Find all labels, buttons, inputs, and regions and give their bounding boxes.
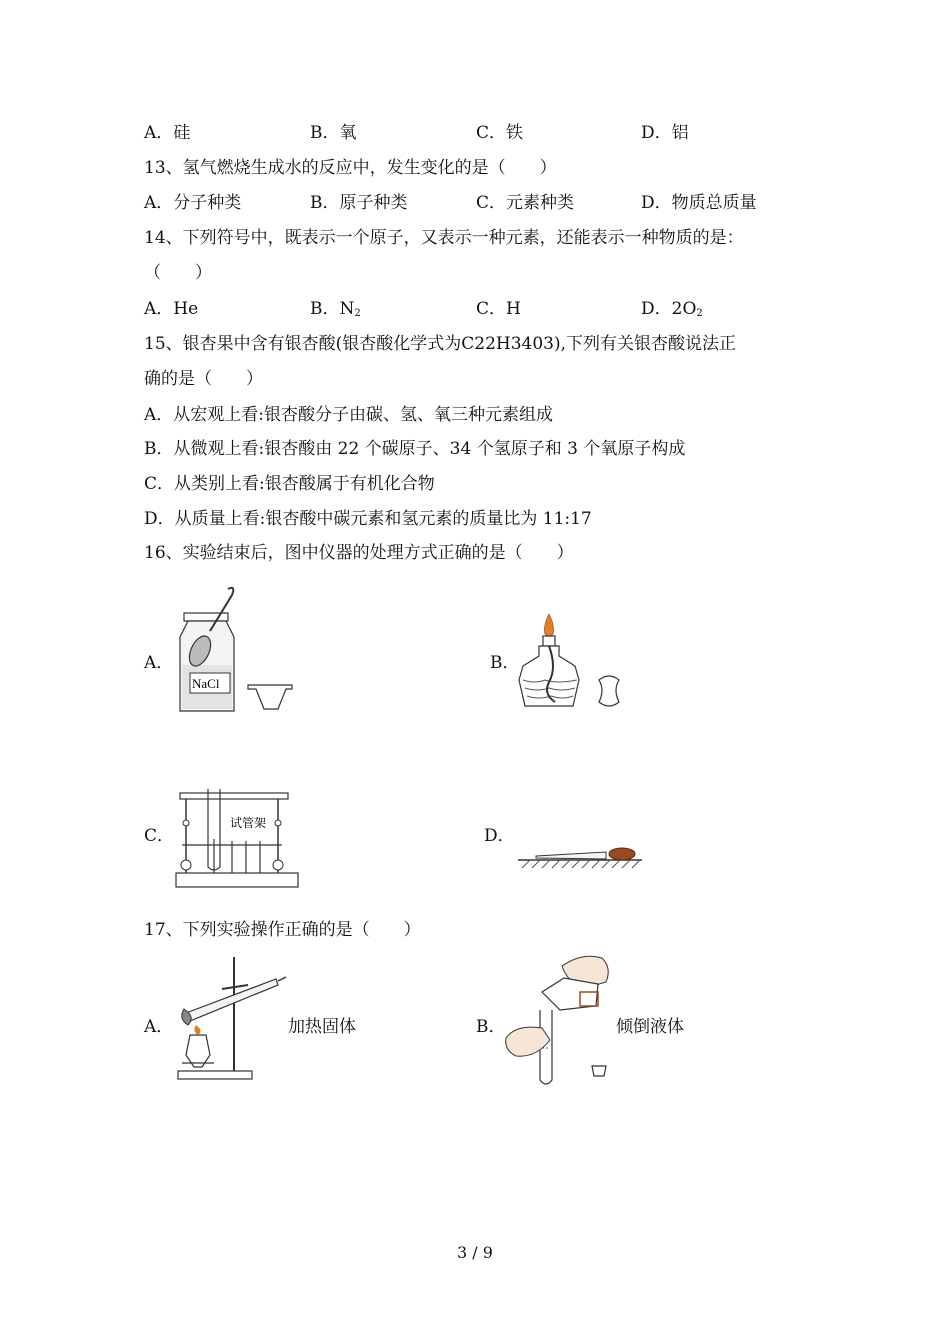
q15-option-d: D．从质量上看:银杏酸中碳元素和氢元素的质量比为 11:17 [144,509,592,529]
q12-option-d: D．铝 [641,123,689,143]
q16-figure-c [174,785,304,889]
q16-label-d: D． [484,826,515,846]
nacl-label: NaCl [192,676,220,691]
q13-option-a: A．分子种类 [144,193,242,213]
q13-option-b: B．原子种类 [310,193,408,213]
q17-caption-a: 加热固体 [288,1017,356,1037]
q16-label-a: A． [144,653,174,673]
rack-label: 试管架 [230,816,267,830]
q15-option-b: B．从微观上看:银杏酸由 22 个碳原子、34 个氢原子和 3 个氧原子构成 [144,439,686,459]
q16-label-b: B． [490,653,520,673]
q16-figure-a [170,585,300,717]
q14-stem-bracket: （ ） [144,263,212,283]
q13-stem: 13、氢气燃烧生成水的反应中，发生变化的是（ ） [144,158,557,178]
q17-caption-b: 倾倒液体 [616,1017,684,1037]
q15-option-c: C．从类别上看:银杏酸属于有机化合物 [144,474,435,494]
q12-option-b: B．氧 [310,123,357,143]
q13-option-d: D．物质总质量 [641,193,757,213]
q17-stem: 17、下列实验操作正确的是（ ） [144,920,421,940]
q15-stem: 15、银杏果中含有银杏酸(银杏酸化学式为C22H3403),下列有关银杏酸说法正 [144,334,737,354]
q15-option-a: A．从宏观上看:银杏酸分子由碳、氢、氧三种元素组成 [144,405,554,425]
q12-option-c: C．铁 [476,123,524,143]
q17-label-a: A． [144,1017,174,1037]
q14-option-d: D．$2O_2$ [641,299,703,319]
q17-figure-a [172,955,288,1083]
q15-stem-line2: 确的是（ ） [144,369,263,389]
q14-option-a: A．He [144,299,199,319]
q16-figure-b [515,610,645,712]
q12-option-a: A．硅 [144,123,191,143]
q16-stem: 16、实验结束后，图中仪器的处理方式正确的是（ ） [144,543,574,563]
q14-stem: 14、下列符号中，既表示一个原子，又表示一种元素，还能表示一种物质的是： [144,228,744,248]
q17-figure-b [502,948,618,1088]
q17-label-b: B． [476,1017,506,1037]
q16-label-c: C． [144,826,175,846]
q14-option-c: C．H [476,299,521,319]
q14-option-b: B．$N_2$ [310,299,361,319]
q16-figure-d [518,838,646,874]
page-number: 3 / 9 [457,1243,493,1262]
q13-option-c: C．元素种类 [476,193,575,213]
